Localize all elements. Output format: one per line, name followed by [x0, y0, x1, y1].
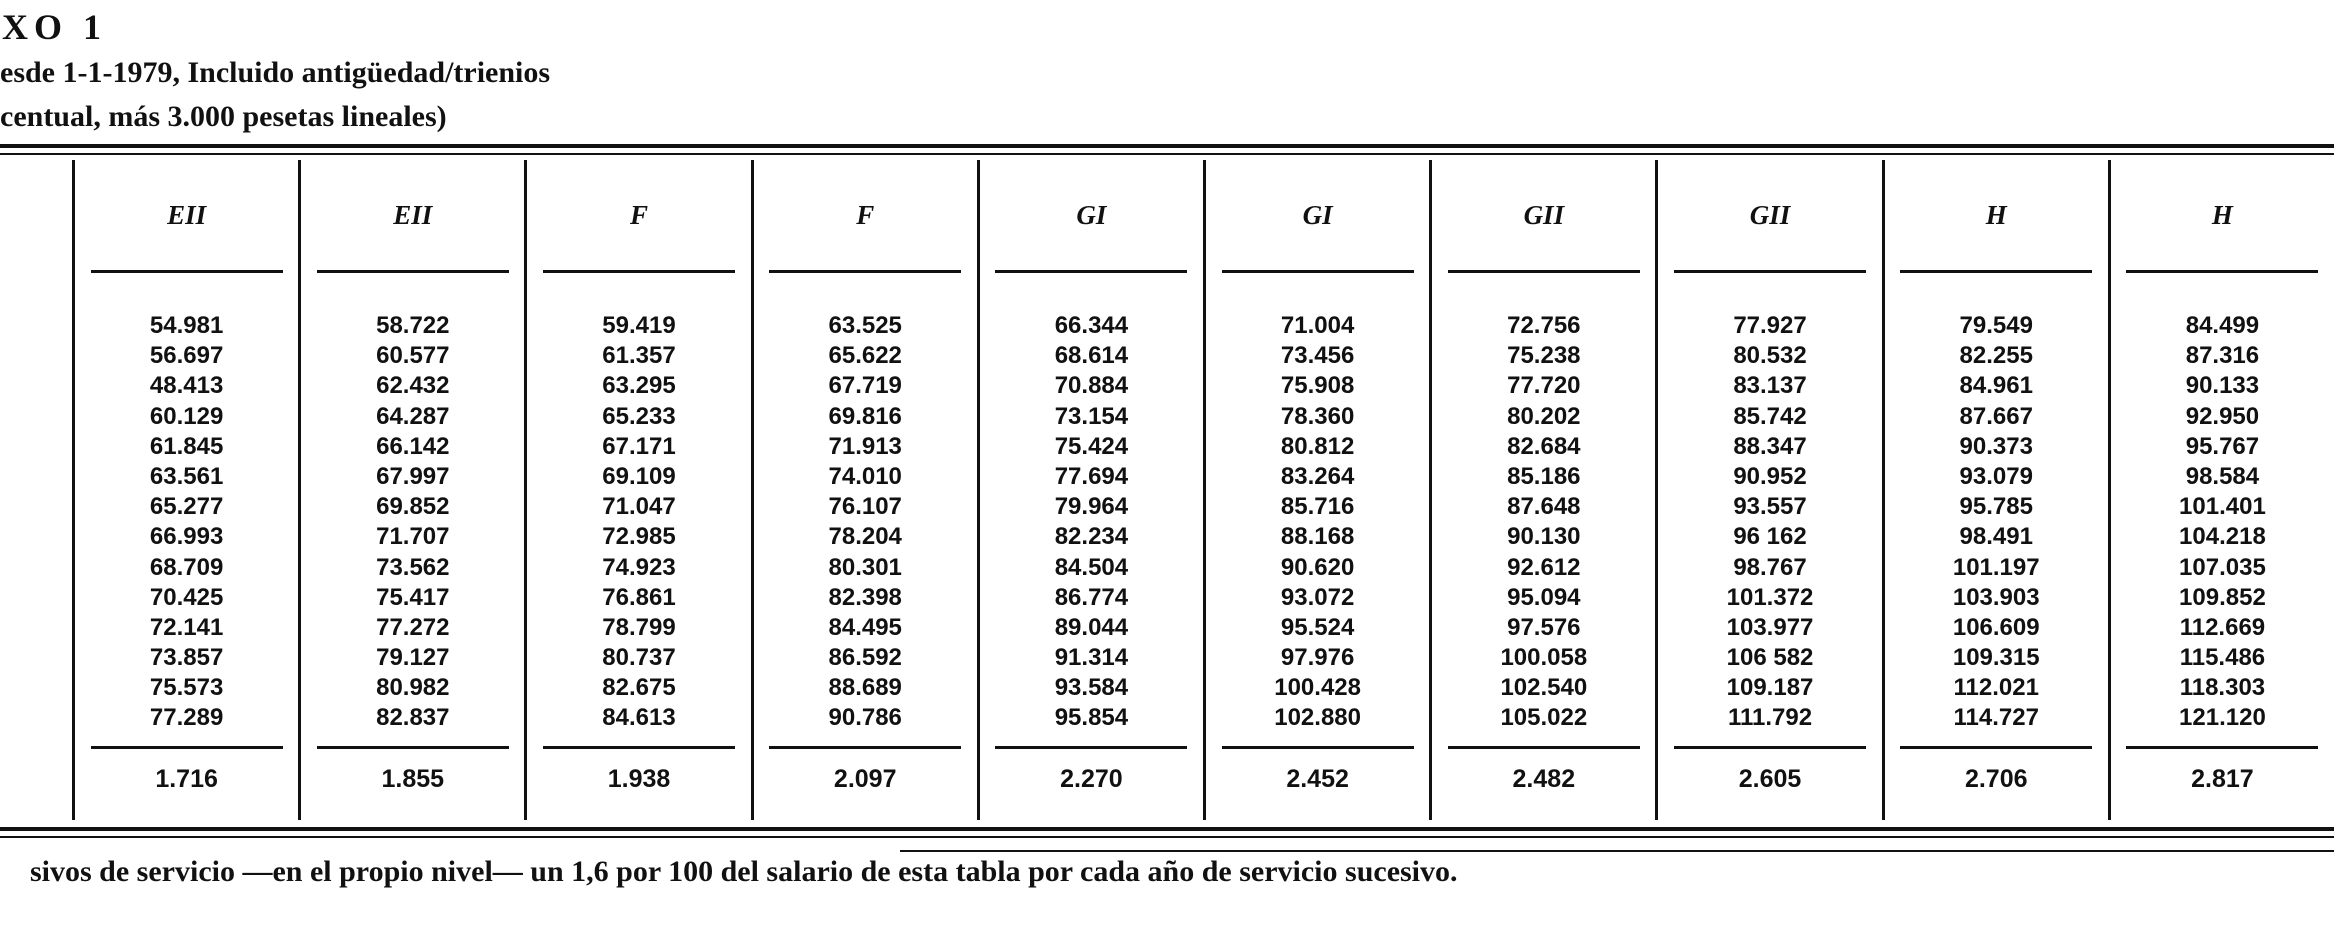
- table-cell: 93.557: [1733, 493, 1807, 521]
- table-cell: 75.573: [149, 674, 224, 702]
- table-cell: 83.264: [1280, 462, 1355, 490]
- table-cell: 63.561: [149, 462, 224, 490]
- table-cell: 103.977: [1726, 613, 1814, 641]
- table-cell: 76.107: [828, 493, 902, 521]
- table-cell: 61.357: [602, 342, 676, 370]
- table-column: [524, 160, 750, 820]
- header-rule: [995, 270, 1187, 273]
- table-cell: 74.923: [602, 553, 676, 581]
- table-cell: 90.130: [1507, 523, 1581, 551]
- total-rule: [1674, 746, 1866, 749]
- column-header: H: [1985, 200, 2007, 230]
- table-cell: 70.425: [149, 583, 224, 611]
- top-double-rule-thin: [0, 153, 2334, 155]
- table-cell: 82.398: [828, 583, 902, 611]
- total-rule: [91, 746, 283, 749]
- table-cell: 107.035: [2179, 553, 2266, 581]
- table-cell: 96 162: [1733, 523, 1807, 551]
- table-cell: 71.913: [828, 432, 902, 460]
- table-cell: 104.218: [2179, 523, 2266, 551]
- table-cell: 72.141: [149, 613, 224, 641]
- table-cell: 79.964: [1054, 493, 1129, 521]
- column-header: GII: [1523, 200, 1565, 230]
- table-cell: 106.609: [1952, 613, 2040, 641]
- bottom-double-rule: [0, 827, 2334, 831]
- table-cell: 118.303: [2179, 674, 2266, 702]
- table-cell: 121.120: [2179, 704, 2266, 732]
- table-cell: 98.584: [2185, 462, 2260, 490]
- header-rule: [1448, 270, 1640, 273]
- column-increment: 2.452: [1286, 764, 1349, 793]
- column-header: F: [856, 200, 875, 230]
- table-cell: 80.982: [376, 674, 450, 702]
- footnote: sivos de servicio —en el propio nivel— un 1,6 por 100 del salario de esta tabla por cada año de servicio sucesivo.: [30, 855, 1458, 888]
- header-rule: [1674, 270, 1866, 273]
- table-cell: 69.816: [828, 402, 902, 430]
- table-cell: 85.716: [1280, 493, 1355, 521]
- table-cell: 80.202: [1507, 402, 1581, 430]
- column-increment: 2.270: [1060, 764, 1123, 793]
- table-cell: 84.499: [2185, 312, 2260, 339]
- table-cell: 100.058: [1500, 644, 1588, 672]
- table-cell: 88.347: [1733, 432, 1807, 460]
- bottom-partial-rule: [900, 850, 2334, 852]
- column-values: [1953, 311, 2040, 734]
- column-increment: 2.482: [1512, 764, 1576, 793]
- total-rule: [1900, 746, 2092, 749]
- table-cell: 77.927: [1733, 312, 1807, 339]
- column-header: F: [630, 200, 649, 230]
- table-cell: 93.072: [1280, 583, 1355, 611]
- table-cell: 70.884: [1054, 372, 1129, 400]
- table-cell: 91.314: [1054, 644, 1129, 672]
- table-cell: 111.792: [1727, 704, 1813, 732]
- table-cell: 84.495: [828, 613, 902, 641]
- table-cell: 71.047: [602, 493, 676, 521]
- column-increment: 1.855: [381, 764, 445, 793]
- table-cell: 90.786: [828, 704, 902, 732]
- total-rule: [995, 746, 1187, 749]
- table-cell: 78.799: [602, 613, 676, 641]
- column-values: [1500, 311, 1587, 734]
- column-values: [150, 311, 223, 734]
- column-values: [829, 311, 902, 734]
- table-cell: 82.255: [1959, 342, 2033, 370]
- table-cell: 59.419: [602, 312, 676, 339]
- subtitle-line-1: esde 1-1-1979, Incluido antigüedad/trienios: [0, 56, 551, 89]
- table-cell: 112.021: [1953, 674, 2039, 702]
- column-values: [2179, 311, 2266, 734]
- table-cell: 66.344: [1054, 312, 1129, 339]
- table-cell: 67.997: [376, 462, 450, 490]
- table-cell: 87.667: [1959, 402, 2033, 430]
- table-cell: 79.127: [376, 644, 450, 672]
- table-cell: 78.204: [828, 523, 902, 551]
- table-cell: 85.186: [1507, 462, 1581, 490]
- table-column: [298, 160, 524, 820]
- total-rule: [2126, 746, 2318, 749]
- table-cell: 60.577: [376, 342, 450, 370]
- table-cell: 77.272: [376, 613, 450, 641]
- column-increment: 2.706: [1964, 764, 2028, 793]
- table-cell: 101.372: [1726, 583, 1814, 611]
- total-rule: [1448, 746, 1640, 749]
- table-cell: 109.315: [1952, 644, 2040, 672]
- table-cell: 65.622: [828, 342, 902, 370]
- table-cell: 84.961: [1959, 372, 2033, 400]
- table-cell: 92.612: [1507, 553, 1581, 581]
- table-cell: 106 582: [1726, 644, 1814, 672]
- table-cell: 102.880: [1274, 704, 1361, 732]
- table-cell: 95.785: [1959, 493, 2033, 521]
- header-rule: [91, 270, 283, 273]
- table-cell: 73.857: [149, 644, 224, 672]
- column-header: EII: [393, 200, 433, 230]
- header-rule: [317, 270, 509, 273]
- table-cell: 82.234: [1054, 523, 1129, 551]
- column-header: GI: [1076, 200, 1107, 230]
- table-cell: 67.171: [602, 432, 676, 460]
- total-rule: [317, 746, 509, 749]
- header-rule: [1900, 270, 2092, 273]
- table-cell: 90.620: [1280, 553, 1355, 581]
- table-cell: 89.044: [1054, 613, 1129, 641]
- table-cell: 67.719: [828, 372, 902, 400]
- table-cell: 48.413: [149, 372, 224, 400]
- table-cell: 76.861: [602, 583, 676, 611]
- table-cell: 101.197: [1952, 553, 2040, 581]
- column-increment: 1.938: [607, 764, 671, 793]
- table-column: [977, 160, 1203, 820]
- header-rule: [543, 270, 735, 273]
- column-header: GII: [1749, 200, 1791, 230]
- table-column: [1655, 160, 1881, 820]
- table-cell: 54.981: [149, 312, 224, 339]
- table-cell: 77.289: [149, 704, 224, 732]
- header-rule: [2126, 270, 2318, 273]
- total-rule: [1222, 746, 1414, 749]
- table-cell: 65.233: [602, 402, 676, 430]
- table-cell: 90.373: [1959, 432, 2033, 460]
- table-cell: 88.168: [1280, 523, 1355, 551]
- column-header: EII: [167, 200, 207, 230]
- table-cell: 69.109: [602, 462, 676, 490]
- table-cell: 103.903: [1952, 583, 2040, 611]
- table-cell: 90.133: [2185, 372, 2260, 400]
- table-column: [751, 160, 977, 820]
- table-cell: 80.737: [602, 644, 676, 672]
- table-cell: 100.428: [1274, 674, 1361, 702]
- table-cell: 78.360: [1280, 402, 1355, 430]
- column-values: [376, 311, 449, 734]
- table-column: [1429, 160, 1655, 820]
- table-column: [2108, 160, 2334, 820]
- table-cell: 64.287: [376, 402, 450, 430]
- table-cell: 97.576: [1507, 613, 1581, 641]
- table-cell: 72.985: [602, 523, 676, 551]
- table-cell: 66.993: [149, 523, 224, 551]
- column-increment: 2.817: [2191, 764, 2254, 793]
- table-cell: 97.976: [1280, 644, 1355, 672]
- table-cell: 77.720: [1507, 372, 1581, 400]
- table-cell: 75.908: [1280, 372, 1355, 400]
- table-cell: 82.837: [376, 704, 450, 732]
- table-cell: 109.187: [1726, 674, 1814, 702]
- table-cell: 92.950: [2185, 402, 2260, 430]
- column-increment: 2.097: [833, 764, 897, 793]
- table-cell: 84.504: [1054, 553, 1129, 581]
- table-cell: 101.401: [2179, 493, 2266, 521]
- table-cell: 71.707: [376, 523, 450, 551]
- table-cell: 112.669: [2179, 613, 2266, 641]
- table-cell: 80.812: [1280, 432, 1355, 460]
- table-cell: 73.456: [1280, 342, 1355, 370]
- table-cell: 80.301: [828, 553, 902, 581]
- table-cell: 61.845: [149, 432, 224, 460]
- table-cell: 62.432: [376, 372, 450, 400]
- table-cell: 88.689: [828, 674, 902, 702]
- table-column: [72, 160, 298, 820]
- table-cell: 73.562: [376, 553, 450, 581]
- table-cell: 65.277: [149, 493, 224, 521]
- table-cell: 71.004: [1280, 312, 1355, 339]
- page-title: XO 1: [2, 7, 107, 47]
- table-cell: 95.854: [1054, 704, 1129, 732]
- table-cell: 82.675: [602, 674, 676, 702]
- table-cell: 109.852: [2179, 583, 2266, 611]
- header-rule: [769, 270, 961, 273]
- table-column: [1203, 160, 1429, 820]
- table-cell: 95.524: [1280, 613, 1355, 641]
- bottom-double-rule-thin: [0, 836, 2334, 838]
- table-cell: 75.417: [376, 583, 450, 611]
- column-values: [1727, 311, 1814, 734]
- table-cell: 84.613: [602, 704, 676, 732]
- table-cell: 85.742: [1733, 402, 1807, 430]
- table-cell: 87.648: [1507, 493, 1581, 521]
- column-header: H: [2211, 200, 2233, 230]
- table-cell: 56.697: [149, 342, 224, 370]
- table-cell: 75.238: [1507, 342, 1581, 370]
- header-rule: [1222, 270, 1414, 273]
- table-cell: 82.684: [1507, 432, 1581, 460]
- table-cell: 77.694: [1054, 462, 1129, 490]
- column-values: [1274, 311, 1361, 734]
- table-column: [1882, 160, 2108, 820]
- total-rule: [543, 746, 735, 749]
- table-cell: 93.079: [1959, 462, 2033, 490]
- table-cell: 83.137: [1733, 372, 1807, 400]
- table-cell: 68.614: [1054, 342, 1129, 370]
- table-cell: 68.709: [149, 553, 224, 581]
- column-increment: 1.716: [155, 764, 218, 793]
- table-cell: 93.584: [1054, 674, 1129, 702]
- table-cell: 79.549: [1959, 312, 2033, 339]
- table-cell: 102.540: [1500, 674, 1588, 702]
- salary-table: [72, 160, 2334, 820]
- table-cell: 105.022: [1500, 704, 1588, 732]
- column-values: [1055, 311, 1128, 734]
- table-cell: 98.491: [1959, 523, 2033, 551]
- table-cell: 73.154: [1054, 402, 1129, 430]
- table-cell: 114.727: [1953, 704, 2039, 732]
- table-cell: 74.010: [828, 462, 902, 490]
- table-cell: 60.129: [149, 402, 224, 430]
- table-cell: 95.094: [1507, 583, 1581, 611]
- subtitle-line-2: centual, más 3.000 pesetas lineales): [0, 100, 447, 133]
- column-header: GI: [1302, 200, 1333, 230]
- table-cell: 66.142: [376, 432, 450, 460]
- table-cell: 87.316: [2185, 342, 2260, 370]
- column-increment: 2.605: [1738, 764, 1802, 793]
- column-values: [602, 311, 675, 734]
- total-rule: [769, 746, 961, 749]
- table-cell: 98.767: [1733, 553, 1807, 581]
- table-cell: 63.295: [602, 372, 676, 400]
- table-cell: 86.774: [1054, 583, 1129, 611]
- table-cell: 75.424: [1054, 432, 1129, 460]
- table-cell: 58.722: [376, 312, 450, 339]
- table-cell: 63.525: [828, 312, 902, 339]
- table-cell: 90.952: [1733, 462, 1807, 490]
- table-cell: 80.532: [1733, 342, 1807, 370]
- table-cell: 95.767: [2185, 432, 2260, 460]
- table-cell: 69.852: [376, 493, 450, 521]
- table-cell: 72.756: [1507, 312, 1581, 339]
- top-double-rule: [0, 144, 2334, 148]
- table-cell: 86.592: [828, 644, 902, 672]
- table-cell: 115.486: [2179, 644, 2266, 672]
